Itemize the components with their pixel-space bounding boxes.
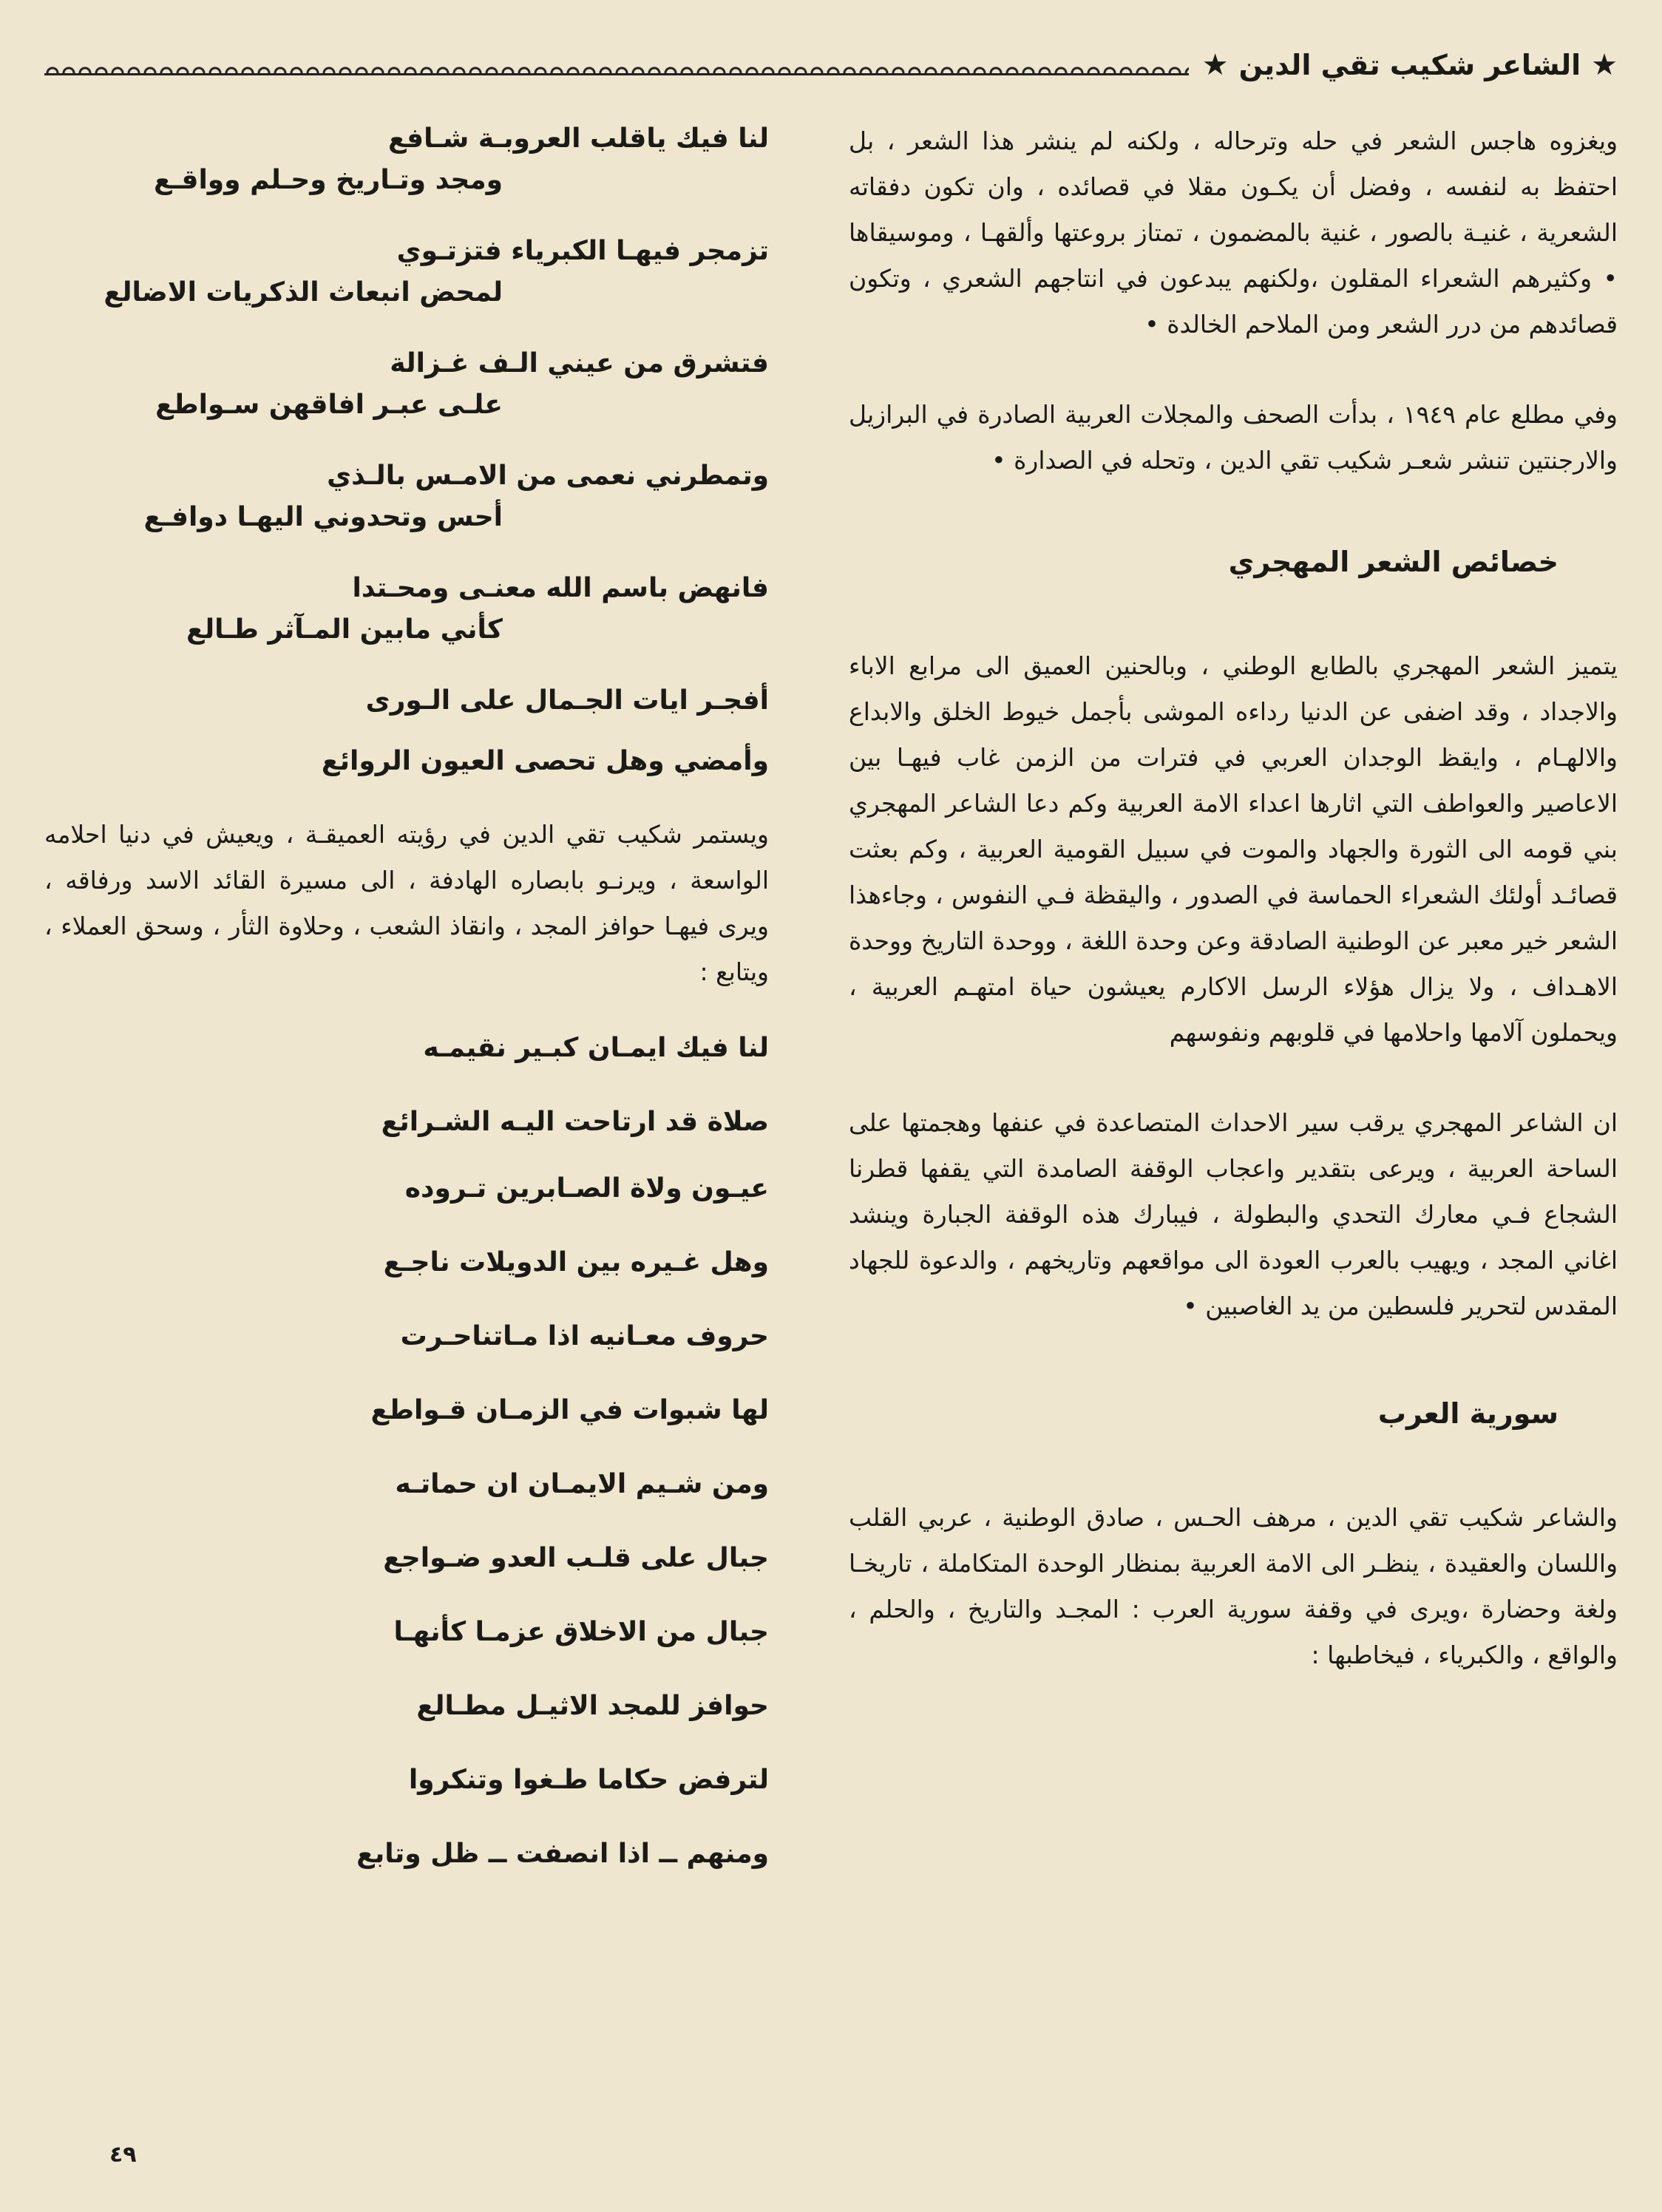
poem-stanza [44, 343, 769, 426]
poem-verse: جبال من الاخلاق عزمـا كأنهـا [393, 1617, 769, 1647]
poem-verse: جبال على قلـب العدو ضـواجع [383, 1543, 769, 1573]
poem-verse: حروف معـانيه اذا مـاتناحـرت [400, 1321, 769, 1351]
page-number: ٤٩ [109, 2142, 137, 2168]
header-title-text: الشاعر شكيب تقي الدين [1238, 49, 1581, 81]
poem-verse: وهل غـيره بين الدويلات ناجـع [383, 1247, 769, 1278]
poem-stanza [44, 680, 769, 782]
poem-verse: ومجد وتـاريخ وحـلم وواقـع [153, 165, 503, 195]
poem-verse: صلاة قد ارتاحت اليـه الشـرائع [381, 1107, 769, 1137]
poem-verse: وأمضي وهل تحصى العيون الروائع [321, 746, 769, 776]
paragraph: والشاعر شكيب تقي الدين ، مرهف الحـس ، صادق الوطنية ، عربي القلب واللسان والعقيدة ، ينظـر الى الامة العربية بمنظار الوحدة المتكاملة ، تاريخـا ولغة وحضارة ،ويرى في وقفة سورية العرب : المجـد والتاريخ ، والحلم ، والواقع ، والكبرياء ، فيخاطبها : [849, 1503, 1618, 1669]
poem-verse: أحس وتحدوني اليهـا دوافـع [143, 502, 503, 532]
poem-stanza [44, 231, 769, 313]
paragraph: ويغزوه هاجس الشعر في حله وترحاله ، ولكنه لم ينشر هذا الشعر ، بل احتفظ به لنفسه ، وفضل أن يكـون مقلا في قصائده ، وان تكون دفقاته الشعرية ، غنيـة بالصور ، غنية بالمضمون ، تمتاز بروعتها وألقهـا ، وموسيقاها • وكثيرهم الشعراء المقلون ،ولكنهم يبدعون في انتاجهم الشعري ، وتكون قصائدهم من درر الشعر ومن الملاحم الخالدة • [849, 126, 1618, 339]
section-heading: سورية العرب [1377, 1397, 1558, 1430]
paragraph: يتميز الشعر المهجري بالطابع الوطني ، وبالحنين العميق الى مرابع الاباء والاجداد ، وقد اضفى عن الدنيا رداءه الموشى بأجمل خيوط الخلق والابداع والالهـام ، وايقظ الوجدان العربي في فترات من الزمن غاب فيهـا بين الاعاصير والعواطف التي اثارها اعداء الامة العربية وكم دعا الشاعر المهجري بني قومه الى الثورة والجهاد والموت في سبيل القومية العربية ، وكم بعثت قصائـد أولئك الشعراء الحماسة في الصدور ، واليقظة فـي النفوس ، وجاءهذا الشعر خير معبر عن الوطنية الصادقة وعن وحدة اللغة ، ووحدة التاريخ ووحدة الاهـداف ، ولا يزال هؤلاء الرسل الاكارم يعيشون حياة امتهـم العربية ، ويحملون آلامها واحلامها في قلوبهم ونفوسهم [849, 651, 1618, 1047]
poem-verse: حوافز للمجد الاثيـل مطـالع [416, 1691, 769, 1721]
poem-verse: تزمجر فيهـا الكبرياء فتزتـوي [396, 236, 769, 266]
paragraph: ان الشاعر المهجري يرقب سير الاحداث المتصاعدة في عنفها وهجمتها على الساحة العربية ، ويرعى بتقدير واعجاب الوقفة الصامدة التي يقفها قطرنا الشجاع فـي معارك التحدي والبطولة ، فيبارك هذه الوقفة الجبارة وينشد اغاني المجد ، ويهيب بالعرب العودة الى مواقعهم وتاريخهم ، والدعوة للجهاد المقدس لتحرير فلسطين من يد الغاصبين • [849, 1108, 1618, 1320]
poem-verse: كأني مابين المـآثر طـالع [186, 614, 503, 645]
poem-verse: لترفض حكاما طـغوا وتنكروا [408, 1765, 769, 1795]
poem-stanza [44, 568, 769, 651]
header-rule [44, 63, 1189, 75]
poem-verse: ومنهم ــ اذا انصفت ــ ظل وتابع [356, 1839, 769, 1869]
poem-verse: لنا فيك ايمـان كبـير نقيمـه [423, 1033, 769, 1063]
poem-verse: وتمطرني نعمى من الامـس بالـذي [327, 461, 769, 491]
poem-verse: علـى عبـر افاقهن سـواطع [155, 390, 503, 420]
poem-verse: فانهض باسم الله معنـى ومحـتدا [352, 573, 769, 603]
poem-verse: عيـون ولاة الصـابرين تـروده [404, 1173, 769, 1204]
poem [44, 1028, 769, 1875]
poem-verse: لها شبوات في الزمـان قـواطع [370, 1395, 769, 1425]
star-icon: ★ [1201, 48, 1229, 82]
poem-stanza [44, 455, 769, 538]
star-icon: ★ [1591, 48, 1618, 82]
poem-verse: لمحض انبعاث الذكريات الاضالع [104, 277, 503, 308]
right-column [849, 118, 1618, 1723]
poem [44, 118, 769, 782]
poem-stanza [44, 118, 769, 201]
poem-verse: لنا فيك ياقلب العروبـة شـافع [387, 123, 769, 154]
header-title [1189, 48, 1618, 82]
left-column [44, 118, 769, 1875]
poem-verse: فتشرق من عيني الـف غـزالة [390, 348, 769, 379]
poem-verse: ومن شـيم الايمـان ان حماتـه [395, 1469, 769, 1499]
running-header [44, 43, 1618, 87]
paragraph: وفي مطلع عام ١٩٤٩ ، بدأت الصحف والمجلات العربية الصادرة في البرازيل والارجنتين تنشر شعـر شكيب تقي الدين ، وتحله في الصدارة • [849, 400, 1618, 475]
poem-verse: أفجـر ايات الجـمال على الـورى [365, 685, 769, 716]
section-heading: خصائص الشعر المهجري [1228, 546, 1558, 578]
paragraph: ويستمر شكيب تقي الدين في رؤيته العميقـة ، ويعيش في دنيا احلامه الواسعة ، ويرنـو بابصاره الهادفة ، الى مسيرة القائد الاسد ورفاقه ، ويرى فيهـا حوافز المجد ، وانقاذ الشعب ، وحلاوة الثأر ، وسحق العملاء ، ويتابع : [44, 820, 769, 986]
